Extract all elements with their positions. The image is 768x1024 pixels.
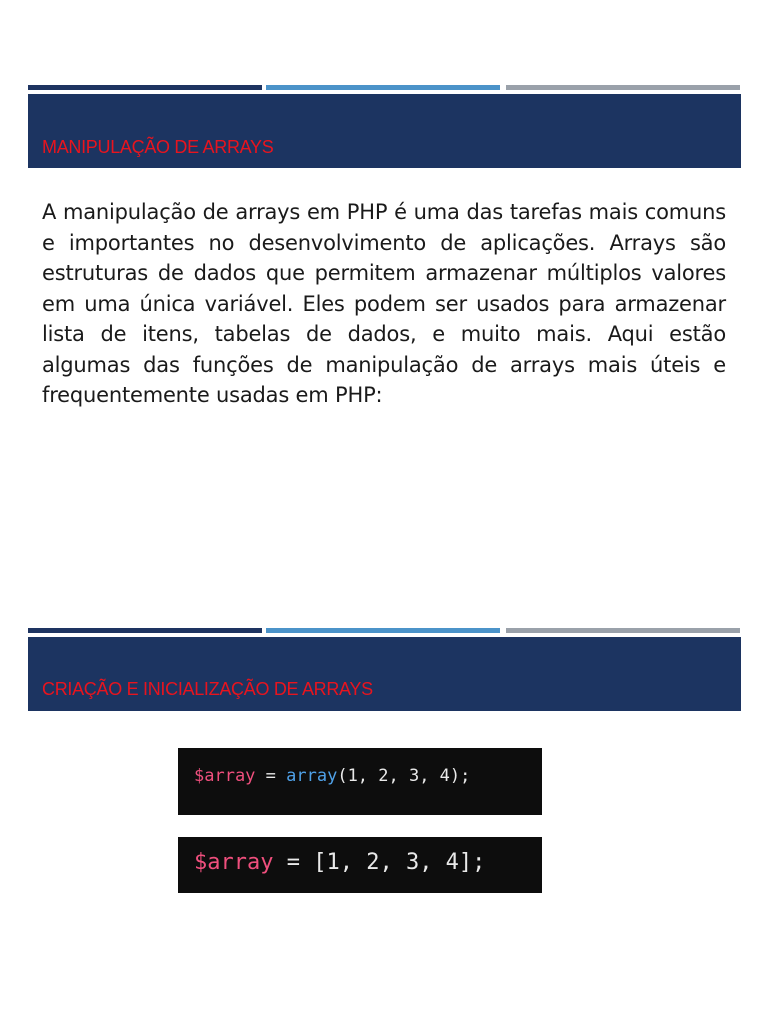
rule-gray: [506, 85, 740, 90]
title-banner: [28, 637, 741, 711]
code-function: array: [286, 766, 338, 786]
slide-title: MANIPULAÇÃO DE ARRAYS: [42, 137, 274, 157]
code-variable: $array: [194, 850, 274, 875]
code-snippet-array-function: [178, 748, 542, 815]
rule-blue: [266, 628, 500, 633]
title-banner: [28, 94, 741, 168]
code-snippet-array-short-syntax: [178, 837, 542, 893]
rule-gray: [506, 628, 740, 633]
rule-blue: [266, 85, 500, 90]
code-operator: =: [273, 850, 314, 875]
code-arguments: (1, 2, 3, 4);: [337, 766, 471, 786]
code-arguments: [1, 2, 3, 4];: [313, 850, 486, 875]
slide-title: CRIAÇÃO E INICIALIZAÇÃO DE ARRAYS: [42, 679, 373, 699]
rule-dark: [28, 85, 262, 90]
rule-dark: [28, 628, 262, 633]
code-variable: $array: [194, 766, 256, 786]
code-operator: =: [255, 766, 287, 786]
slide-body-text: A manipulação de arrays em PHP é uma das tarefas mais comuns e importantes no desenvolvimento de aplicações. Arrays são estruturas de dados que permitem armazenar múltiplos valores em uma única variável. Eles podem ser usados para armazenar lista de itens, tabelas de dados, e muito mais. Aqui estão algumas das funções de manipulação de arrays mais úteis e frequentemente usadas em PHP:: [42, 200, 726, 407]
